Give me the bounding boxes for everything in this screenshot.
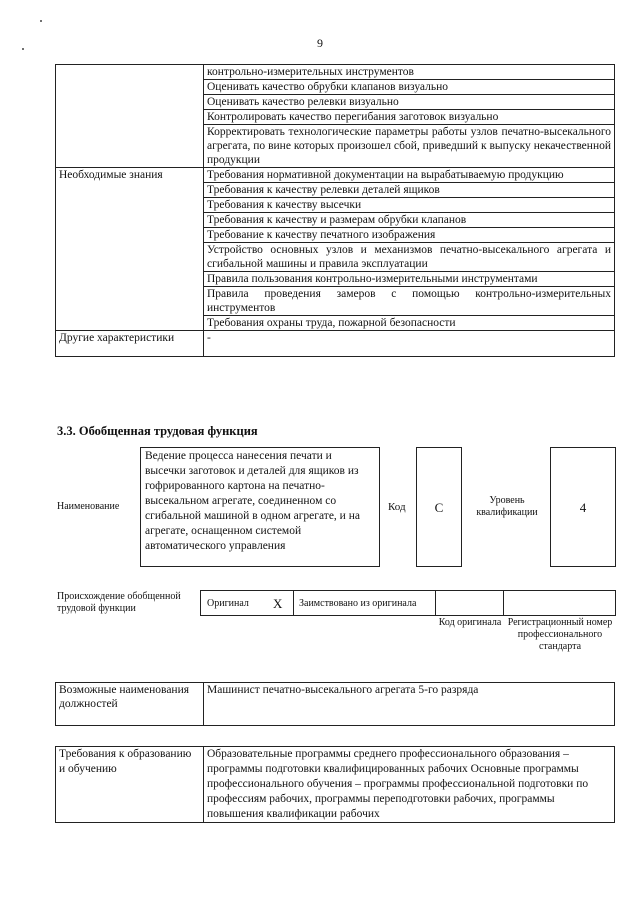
knowledge-row: Требования к качеству и размерам обрубки клапанов [204, 213, 615, 228]
level-value: 4 [550, 447, 616, 567]
knowledge-row: Требования к качеству релевки деталей ящиков [204, 183, 615, 198]
origin-box [200, 590, 616, 616]
knowledge-row: Требования охраны труда, пожарной безопасности [204, 316, 615, 331]
knowledge-row: Правила пользования контрольно-измерительными инструментами [204, 272, 615, 287]
other-value: - [204, 331, 615, 357]
education-value: Образовательные программы среднего профессионального образования – программы подготовки квалифицированных рабочих Основные программы профессионального обучения – программы профессиональной подготовки по профессиям рабочих, программы переподготовки рабочих, программы повышения квалификации рабочих [204, 747, 615, 823]
origin-label: Происхождение обобщенной трудовой функции [57, 591, 181, 614]
knowledge-row: Требования к качеству высечки [204, 198, 615, 213]
code-value: C [416, 447, 462, 567]
education-table [55, 746, 615, 823]
knowledge-row: Устройство основных узлов и механизмов печатно-высекального агрегата и сгибальной машины и правила эксплуатации [204, 243, 615, 272]
original-label: Оригинал [207, 598, 249, 609]
positions-table [55, 682, 615, 726]
knowledge-row: Требование к качеству печатного изображения [204, 228, 615, 243]
page-number: 9 [317, 36, 323, 50]
knowledge-table [55, 64, 615, 357]
reg-caption: Регистрационный номер профессионального стандарта [507, 617, 613, 652]
skill-row: контрольно-измерительных инструментов [204, 65, 615, 80]
knowledge-row: Правила проведения замеров с помощью контрольно-измерительных инструментов [204, 287, 615, 316]
positions-value: Машинист печатно-высекального агрегата 5-го разряда [204, 683, 615, 726]
divider [293, 591, 294, 615]
divider [503, 591, 504, 615]
original-mark: X [273, 596, 283, 611]
borrowed-label: Заимствовано из оригинала [299, 598, 417, 609]
knowledge-row: Требования нормативной документации на вырабатываемую продукцию [204, 168, 615, 183]
code-label: Код [388, 501, 406, 513]
knowledge-label: Необходимые знания [56, 168, 204, 331]
skills-label-cell [56, 65, 204, 168]
scan-mark [40, 20, 42, 22]
code-caption: Код оригинала [438, 617, 502, 628]
other-label: Другие характеристики [56, 331, 204, 357]
skill-row: Оценивать качество релевки визуально [204, 95, 615, 110]
level-label: Уровень квалификации [476, 495, 538, 518]
skill-row: Корректировать технологические параметры работы узлов печатно-высекального агрегата, по вине которых произошел сбой, приведший к выпуску некачественной продукции [204, 125, 615, 168]
skill-row: Оценивать качество обрубки клапанов визуально [204, 80, 615, 95]
divider [435, 591, 436, 615]
positions-label: Возможные наименования должностей [56, 683, 204, 726]
name-value: Ведение процесса нанесения печати и высечки заготовок и деталей для ящиков из гофрированного картона на печатно-высекальном агрегате, соединенном со сгибальной машиной в одном агрегате, и на агрегате, оснащенном системой автоматического управления [140, 447, 380, 567]
scan-mark [22, 48, 24, 50]
skill-row: Контролировать качество перегибания заготовок визуально [204, 110, 615, 125]
name-label: Наименование [57, 501, 120, 512]
section-title: 3.3. Обобщенная трудовая функция [57, 424, 258, 438]
education-label: Требования к образованию и обучению [56, 747, 204, 823]
